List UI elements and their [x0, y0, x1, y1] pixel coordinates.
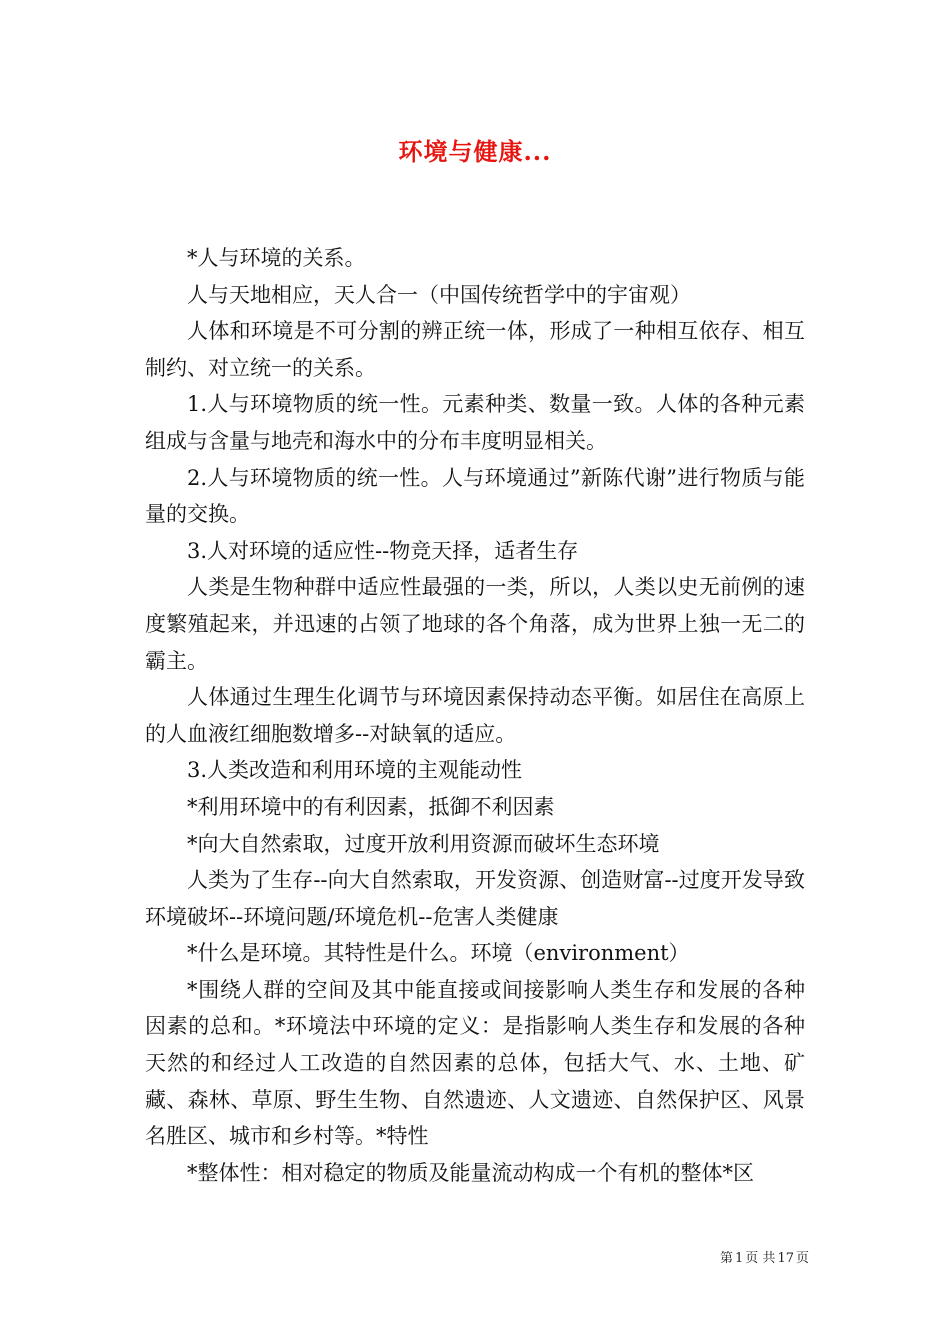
paragraph: 1.人与环境物质的统一性。元素种类、数量一致。人体的各种元素组成与含量与地壳和海水中的分布丰度明显相关。	[145, 392, 805, 453]
footer-prefix: 第	[720, 1251, 734, 1266]
paragraph: 3.人对环境的适应性--物竞天择，适者生存	[187, 538, 579, 563]
paragraph: 3.人类改造和利用环境的主观能动性	[187, 758, 523, 783]
footer-suffix: 页	[795, 1251, 809, 1266]
paragraph: 人体通过生理生化调节与环境因素保持动态平衡。如居住在高原上的人血液红细胞数增多--对缺氧的适应。	[145, 685, 805, 746]
paragraph: 人体和环境是不可分割的辨正统一体，形成了一种相互依存、相互制约、对立统一的关系。	[145, 319, 805, 380]
page-number-footer	[700, 1247, 810, 1266]
paragraph: 人类为了生存--向大自然索取，开发资源、创造财富--过度开发导致环境破坏--环境问题/环境危机--危害人类健康	[145, 868, 805, 929]
paragraph: *围绕人群的空间及其中能直接或间接影响人类生存和发展的各种因素的总和。*环境法中环境的定义：是指影响人类生存和发展的各种天然的和经过人工改造的自然因素的总体，包括大气、水、土地、矿藏、森林、草原、野生生物、自然遗迹、人文遗迹、自然保护区、风景名胜区、城市和乡村等。*特性	[145, 977, 805, 1149]
paragraph: 人与天地相应，天人合一（中国传统哲学中的宇宙观）	[187, 282, 691, 307]
paragraph: 2.人与环境物质的统一性。人与环境通过”新陈代谢”进行物质与能量的交换。	[145, 465, 805, 527]
total-page-count: 17	[777, 1251, 794, 1266]
paragraph: *人与环境的关系。	[187, 246, 366, 270]
paragraph: *什么是环境。其特性是什么。环境（environment）	[187, 941, 690, 966]
paragraph: *整体性：相对稳定的物质及能量流动构成一个有机的整体*区	[187, 1160, 754, 1185]
paragraph: 人类是生物种群中适应性最强的一类，所以，人类以史无前例的速度繁殖起来，并迅速的占领了地球的各个角落，成为世界上独一无二的霸主。	[145, 575, 805, 673]
current-page-number: 1	[735, 1251, 744, 1266]
paragraph: *向大自然索取，过度开放利用资源而破坏生态环境	[187, 831, 660, 856]
document-title: 环境与健康...	[398, 137, 552, 166]
footer-middle: 页 共	[745, 1251, 776, 1266]
paragraph: *利用环境中的有利因素，抵御不利因素	[187, 794, 555, 819]
document-body	[145, 240, 805, 1191]
